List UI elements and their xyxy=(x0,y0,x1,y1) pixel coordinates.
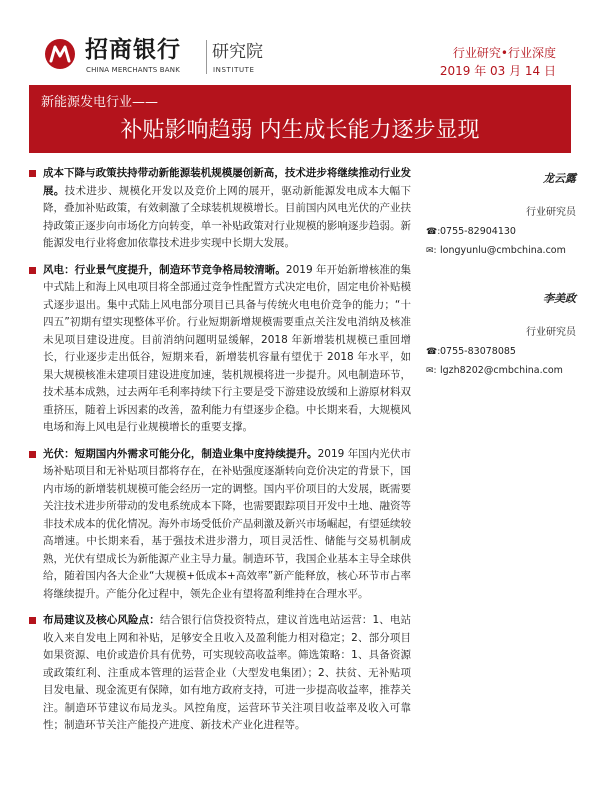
institute-name-en: INSTITUTE xyxy=(213,66,255,74)
section-lead: 成本下降与政策扶持带动新能源装机规模屡创新高，技术进步将继续推动行业发展。 xyxy=(43,167,411,197)
section-lead: 布局建议及核心风险点： xyxy=(43,614,160,626)
phone-icon: ☎: xyxy=(426,227,441,237)
institute-name-cn: 研究院 xyxy=(212,42,263,62)
author-email[interactable]: longyunlu@cmbchina.com xyxy=(440,245,566,256)
author-phone: 0755-82904130 xyxy=(440,226,516,237)
author-card xyxy=(426,290,576,376)
summary-section-wind xyxy=(29,262,411,437)
summary-section-solar xyxy=(29,446,411,604)
author-email-row xyxy=(426,365,576,376)
author-phone-row xyxy=(426,346,576,357)
bullet-square-icon xyxy=(29,267,36,274)
phone-icon: ☎: xyxy=(426,347,441,357)
bank-name-en: CHINA MERCHANTS BANK xyxy=(86,66,180,74)
author-email[interactable]: lgzh8202@cmbchina.com xyxy=(440,365,563,376)
bullet-square-icon xyxy=(29,617,36,624)
section-body: 2019 年开始新增核准的集中式陆上和海上风电项目将全部通过竞争性配置方式决定电价，固定电价补贴模式逐步退出。集中式陆上风电部分项目已具备与传统火电电价竞争的能力；“十四五”初期有望实现整体平价。行业短期新增规模需要重点关注发电消纳及核准未见项目建设进度。目前消纳问题明显缓解，2018 年新增装机规模已重回增长，行业逐步走出低谷，短期来看，新增装机容量有望优于 2018 年水平，如果大规模核准未建项目建设进度加速，装机规模将进一步提升。风电制造环节，技术基本成熟，过去两年毛利率持续下行主要是受下游建设放缓和上游原材料双重挤压，随着上诉因素的改善，盈利能力有望逐步企稳。中长期来看，大规模风电场和海上风电是行业规模增长的重要支撑。 xyxy=(43,263,412,433)
section-body: 2019 年国内光伏市场补贴项目和无补贴项目都将存在，在补贴强度逐渐转向竞价决定的背景下，国内市场的新增装机规模可能会经历一定的调整。国内平价项目的大发展，既需要关注技术进步所带动的发电系统成本下降，也需要跟踪项目开发中土地、融资等非技术成本的优化情况。海外市场受低价产品刺激及新兴市场崛起，有望延续较高增速。中长期来看，基于强技术进步潜力，项目灵活性、储能与交易机制成熟，光伏有望成长为新能源产业主导力量。制造环节，我国企业基本主导全球供给，随着国内各大企业“大规模+低成本+高效率”新产能释放，核心环节市占率将继续提升。产能分化过程中，领先企业有望将盈利维持在合理水平。 xyxy=(43,447,412,600)
title-banner xyxy=(29,85,571,153)
author-phone: 0755-83078085 xyxy=(440,346,516,357)
section-lead: 风电：行业景气度提升，制造环节竞争格局较清晰。 xyxy=(43,263,286,276)
section-body: 结合银行信贷投资特点，建议首选电站运营：1、电站收入来自发电上网和补贴，足够安全且收入及盈利能力相对稳定；2、部分项目如果资源、电价或造价具有优势，可实现较高收益率。筛选策略：1、具备资源或政策红利、注重成本管理的运营企业（大型发电集团）；2、扶贫、无补贴项目发电量、现金流更有保障，如有地方政府支持，可进一步提高收益率，推荐关注。制造环节建议布局龙头。风控角度，运营环节关注项目收益率及收入可靠性；制造环节关注产能投产进度、新技术产业化进程等。 xyxy=(43,614,412,731)
email-icon: ✉: xyxy=(426,366,437,376)
summary-section-recommendation xyxy=(29,612,411,735)
section-body: 技术进步、规模化开发以及竞价上网的展开，驱动新能源发电成本大幅下降，叠加补贴政策，有效刺激了全球装机规模增长。目前国内风电光伏的产业扶持政策正逐步向市场化方向转变，单一补贴政策对行业规模的影响逐步趋弱。新能源发电行业将愈加依靠技术进步实现中长期大发展。 xyxy=(43,184,412,249)
author-card xyxy=(426,170,576,256)
author-role: 行业研究员 xyxy=(526,207,576,218)
bullet-square-icon xyxy=(29,451,36,458)
report-title: 补贴影响趋弱 内生成长能力逐步显现 xyxy=(120,118,480,143)
report-date: 2019 年 03 月 14 日 xyxy=(439,64,556,78)
author-phone-row xyxy=(426,226,576,237)
author-role: 行业研究员 xyxy=(526,327,576,338)
author-name: 龙云露 xyxy=(543,172,576,185)
bank-name-cn: 招商银行 xyxy=(85,37,181,63)
summary-section-overview xyxy=(29,165,411,253)
industry-subtitle: 新能源发电行业—— xyxy=(41,95,159,110)
section-lead: 光伏：短期国内外需求可能分化，制造业集中度持续提升。 xyxy=(43,447,318,460)
header-divider xyxy=(206,40,207,74)
summary-column xyxy=(29,165,411,744)
author-email-row xyxy=(426,245,576,256)
email-icon: ✉: xyxy=(426,246,437,256)
cmb-logo-icon xyxy=(44,38,76,70)
bullet-square-icon xyxy=(29,170,36,177)
report-type: 行业研究•行业深度 xyxy=(452,46,556,60)
author-name: 李美政 xyxy=(543,292,576,305)
